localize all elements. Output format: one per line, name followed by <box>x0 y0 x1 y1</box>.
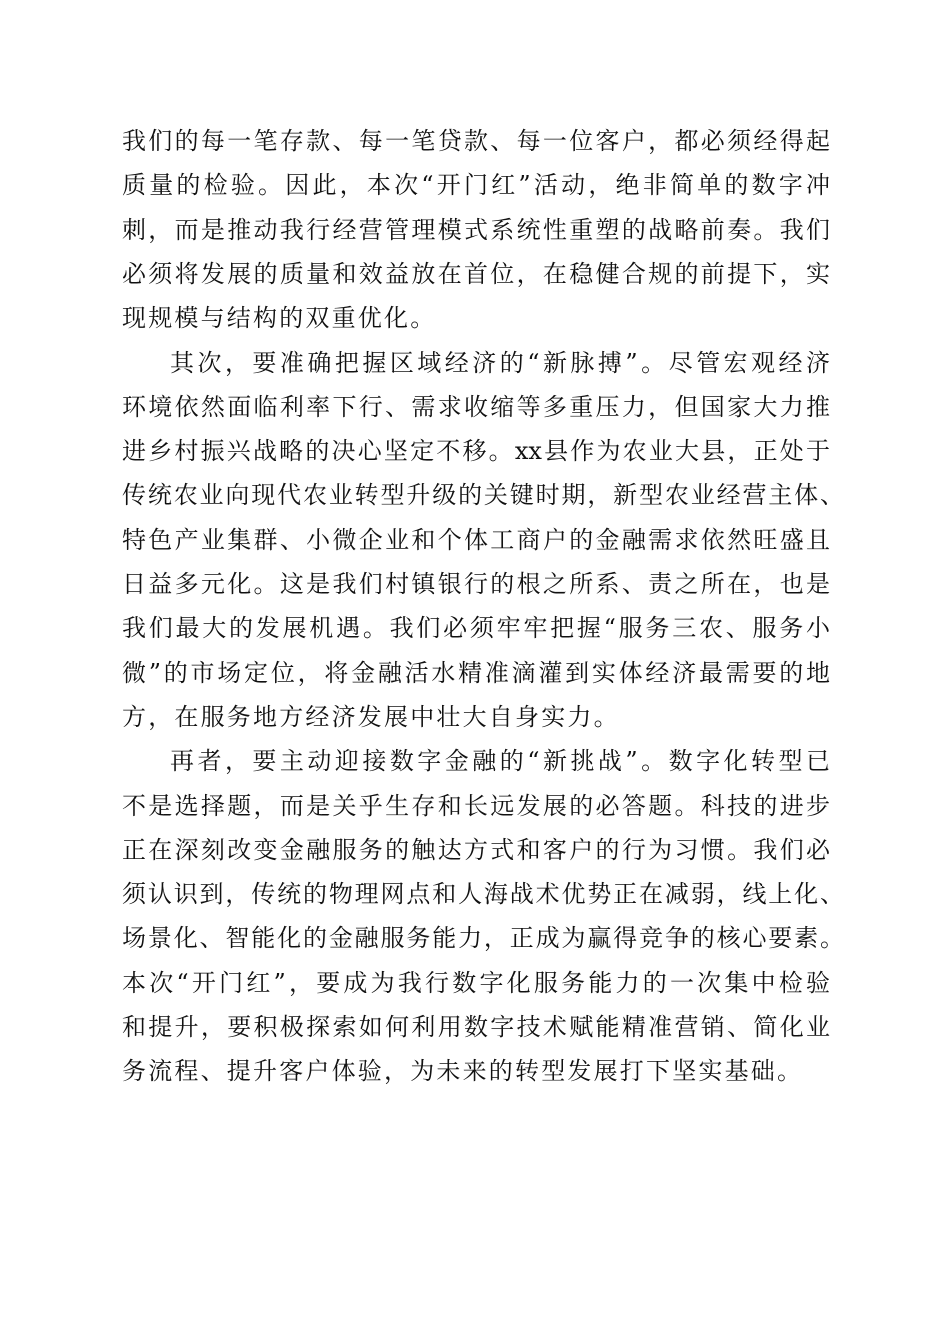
text-line: 现规模与结构的双重优化。 <box>122 304 437 333</box>
text-line: 刺，而是推动我行经营管理模式系统性重塑的战略前奏。我们 <box>122 215 830 244</box>
text-line: 和提升，要积极探索如何利用数字技术赋能精准营销、简化业 <box>122 1013 830 1041</box>
text-line: 环境依然面临利率下行、需求收缩等多重压力，但国家大力推 <box>122 392 830 421</box>
text-line: 微”的市场定位，将金融活水精准滴灌到实体经济最需要的地 <box>122 658 830 687</box>
text-line: 质量的检验。因此，本次“开门红”活动，绝非简单的数字冲 <box>122 171 830 200</box>
text-line: 本次“开门红”，要成为我行数字化服务能力的一次集中检验 <box>122 968 830 997</box>
text-line: 我们的每一笔存款、每一笔贷款、每一位客户，都必须经得起 <box>122 127 830 155</box>
text-line: 务流程、提升客户体验，为未来的转型发展打下坚实基础。 <box>122 1057 804 1086</box>
text-line: 必须将发展的质量和效益放在首位，在稳健合规的前提下，实 <box>122 259 830 288</box>
text-line: 不是选择题，而是关乎生存和长远发展的必答题。科技的进步 <box>122 791 830 820</box>
text-line: 传统农业向现代农业转型升级的关键时期，新型农业经营主体、 <box>122 481 844 510</box>
text-line: 正在深刻改变金融服务的触达方式和客户的行为习惯。我们必 <box>122 835 830 864</box>
text-line: 我们最大的发展机遇。我们必须牢牢把握“服务三农、服务小 <box>122 614 830 643</box>
text-line: 特色产业集群、小微企业和个体工商户的金融需求依然旺盛且 <box>122 525 830 554</box>
text-line: 进乡村振兴战略的决心坚定不移。xx县作为农业大县，正处于 <box>122 437 830 466</box>
text-line: 场景化、智能化的金融服务能力，正成为赢得竞争的核心要素。 <box>122 924 844 953</box>
text-line: 日益多元化。这是我们村镇银行的根之所系、责之所在，也是 <box>122 570 830 598</box>
text-line: 方，在服务地方经济发展中壮大自身实力。 <box>122 702 620 731</box>
text-line: 须认识到，传统的物理网点和人海战术优势正在减弱，线上化、 <box>122 880 844 909</box>
text-line: 其次，要准确把握区域经济的“新脉搏”。尽管宏观经济 <box>170 348 830 377</box>
text-line: 再者，要主动迎接数字金融的“新挑战”。数字化转型已 <box>170 747 830 776</box>
